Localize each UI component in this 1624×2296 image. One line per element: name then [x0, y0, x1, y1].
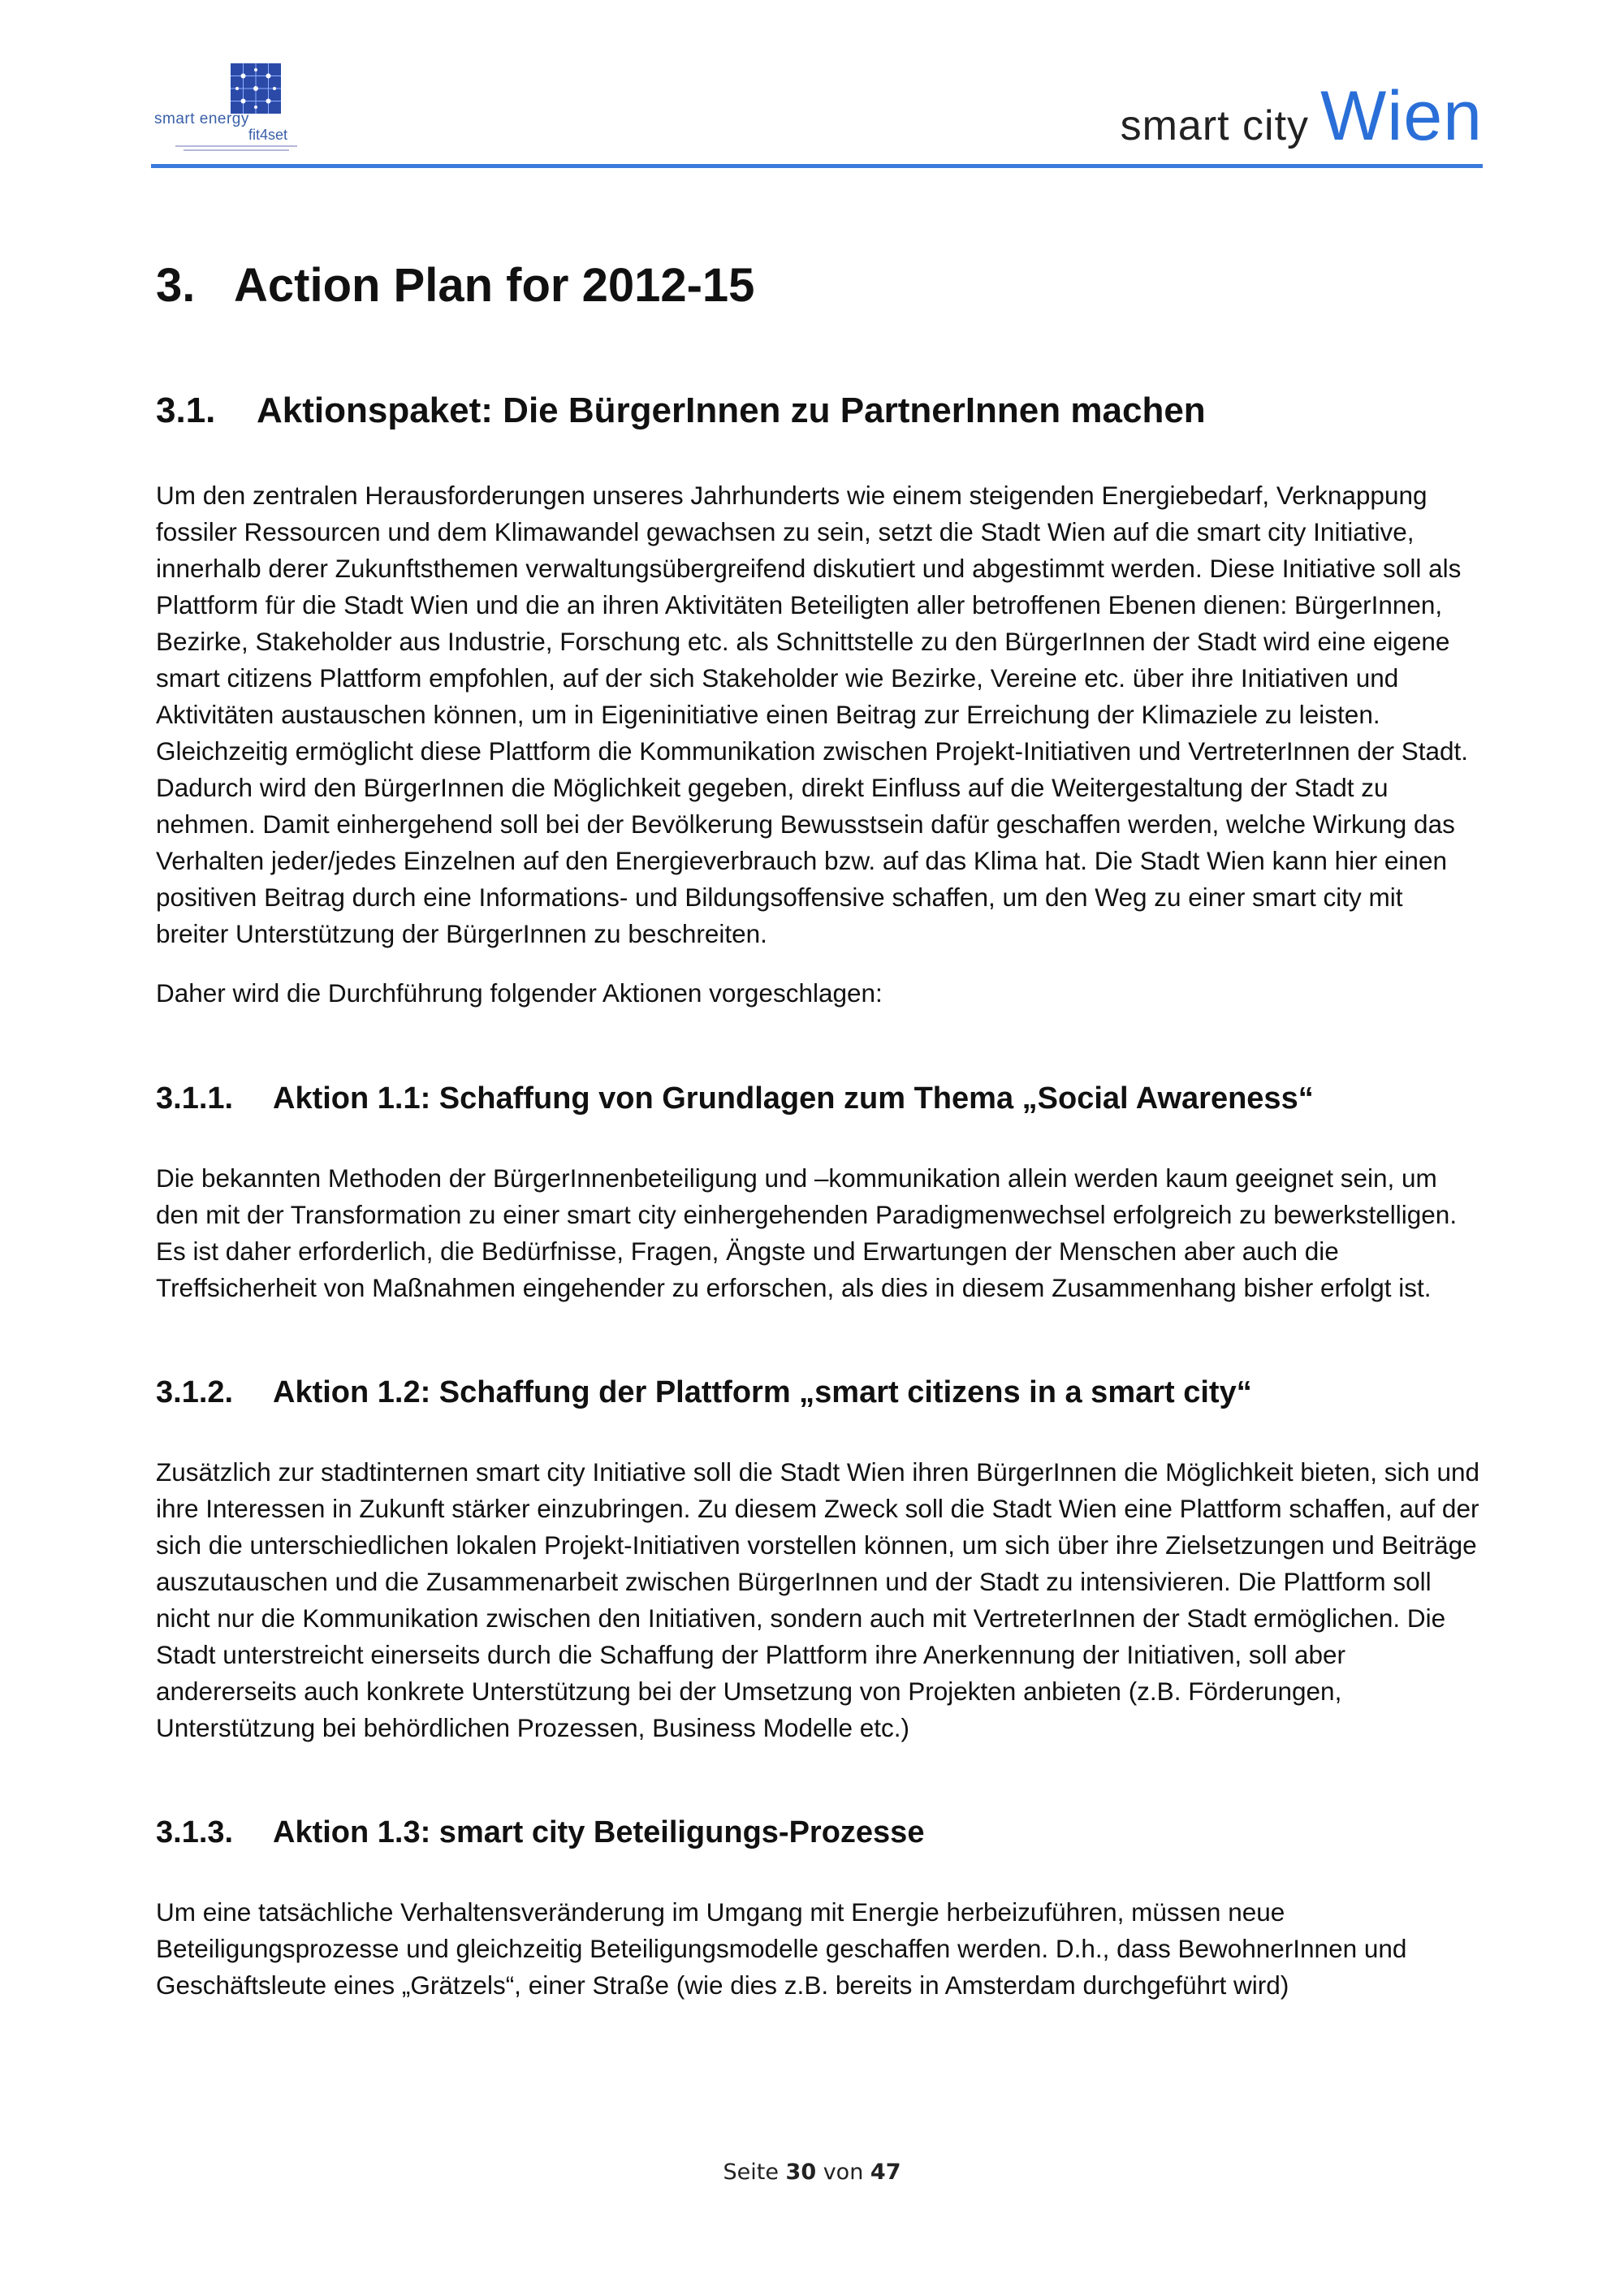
- subsection-paragraph-3: Um eine tatsächliche Verhaltensveränderung im Umgang mit Energie herbeizuführen, müssen neue Beteiligungsprozesse und gleichzeitig Beteiligungsmodelle geschaffen werden. D.h., dass BewohnerInnen und Geschäftsleute eines „Grätzels“, einer Straße (wie dies z.B. bereits in Amsterdam durchgeführt wird): [156, 1897, 1407, 2000]
- section-heading: [156, 391, 1481, 430]
- page-content: [156, 260, 1481, 2004]
- logo-text-line1: smart energy: [154, 110, 249, 127]
- subsection-paragraph-1: Die bekannten Methoden der BürgerInnenbeteiligung und –kommunikation allein werden kaum geeignet sein, um den mit der Transformation zu einer smart city einhergehenden Paradigmenwechsel erfolgreich zu bewerkstelligen. Es ist daher erforderlich, die Bedürfnisse, Fragen, Ängste und Erwartungen der Menschen aber auch die Treffsicherheit von Maßnahmen eingehender zu erforschen, als dies in diesem Zusammenhang bisher erfolgt ist.: [156, 1163, 1458, 1302]
- logo-tagline: [175, 145, 297, 157]
- logo-grid-icon: [231, 63, 281, 114]
- footer-separator: von: [823, 2160, 864, 2185]
- page-header: [151, 57, 1483, 169]
- page-footer: [0, 2160, 1624, 2185]
- chapter-heading: [156, 260, 1481, 312]
- footer-total-pages: 47: [870, 2160, 901, 2185]
- logo-tagline-graphic: [175, 145, 297, 154]
- subsection-number: 3.1.3.: [156, 1815, 234, 1849]
- brand-wordmark: [1121, 76, 1483, 157]
- chapter-title: Action Plan for 2012-15: [234, 259, 755, 312]
- subsection-paragraph-2: Zusätzlich zur stadtinternen smart city Initiative soll die Stadt Wien ihren BürgerInnen die Möglichkeit bieten, sich und ihre Interessen in Zukunft stärker einzubringen. Zu diesem Zweck soll die Stadt Wien eine Plattform schaffen, auf der sich die unterschiedlichen lokalen Projekt-Initiativen vorstellen können, um sich über ihre Zielsetzungen und Beiträge auszutauschen und die Zusammenarbeit zwischen BürgerInnen und der Stadt zu intensivieren. Die Plattform soll nicht nur die Kommunikation zwischen den Initiativen, sondern auch mit VertreterInnen der Stadt ermöglichen. Die Stadt unterstreicht einerseits durch die Schaffung der Plattform ihre Anerkennung der Initiativen, soll aber andererseits auch konkrete Unterstützung bei der Umsetzung von Projekten anbieten (z.B. Förderungen, Unterstützung bei behördlichen Prozessen, Business Modelle etc.): [156, 1457, 1480, 1742]
- footer-page-number: 30: [785, 2160, 817, 2185]
- chapter-number: 3.: [156, 259, 196, 312]
- brand-name: Wien: [1320, 77, 1483, 155]
- header-rule: [151, 164, 1483, 168]
- subsection-heading-2: [156, 1376, 1481, 1410]
- subsection-number: 3.1.1.: [156, 1081, 234, 1116]
- section-lead-paragraph: Daher wird die Durchführung folgender Aktionen vorgeschlagen:: [156, 978, 883, 1008]
- subsection-title: Aktion 1.1: Schaffung von Grundlagen zum Thema „Social Awareness“: [273, 1081, 1314, 1116]
- logo-text-line2: fit4set: [248, 127, 288, 143]
- section-title: Aktionspaket: Die BürgerInnen zu PartnerInnen machen: [257, 390, 1206, 430]
- footer-label: Seite: [723, 2160, 779, 2185]
- subsection-number: 3.1.2.: [156, 1375, 234, 1409]
- section-number: 3.1.: [156, 390, 216, 430]
- subsection-title: Aktion 1.2: Schaffung der Plattform „smart citizens in a smart city“: [273, 1375, 1252, 1409]
- smart-energy-logo: [151, 57, 305, 154]
- brand-prefix: smart city: [1120, 102, 1310, 149]
- subsection-heading-3: [156, 1816, 1481, 1850]
- section-intro-paragraph: Um den zentralen Herausforderungen unseres Jahrhunderts wie einem steigenden Energiebedarf, Verknappung fossiler Ressourcen und dem Klimawandel gewachsen zu sein, setzt die Stadt Wien auf die smart city Initiative, innerhalb derer Zukunftsthemen verwaltungsübergreifend diskutiert und abgestimmt werden. Diese Initiative soll als Plattform für die Stadt Wien und die an ihren Aktivitäten Beteiligten aller betroffenen Ebenen dienen: BürgerInnen, Bezirke, Stakeholder aus Industrie, Forschung etc. als Schnittstelle zu den BürgerInnen der Stadt wird eine eigene smart citizens Plattform empfohlen, auf der sich Stakeholder wie Bezirke, Vereine etc. über ihre Initiativen und Aktivitäten austauschen können, um in Eigeninitiative einen Beitrag zur Erreichung der Klimaziele zu leisten. Gleichzeitig ermöglicht diese Plattform die Kommunikation zwischen Projekt-Initiativen und VertreterInnen der Stadt. Dadurch wird den BürgerInnen die Möglichkeit gegeben, direkt Einfluss auf die Weitergestaltung der Stadt zu nehmen. Damit einhergehend soll bei der Bevölkerung Bewusstsein dafür geschaffen werden, welche Wirkung das Verhalten jeder/jedes Einzelnen auf den Energieverbrauch bzw. auf das Klima hat. Die Stadt Wien kann hier einen positiven Beitrag durch eine Informations- und Bildungsoffensive schaffen, um den Weg zu einer smart city mit breiter Unterstützung der BürgerInnen zu beschreiten.: [156, 481, 1469, 949]
- subsection-heading-1: [156, 1082, 1481, 1116]
- subsection-title: Aktion 1.3: smart city Beteiligungs-Prozesse: [273, 1815, 925, 1849]
